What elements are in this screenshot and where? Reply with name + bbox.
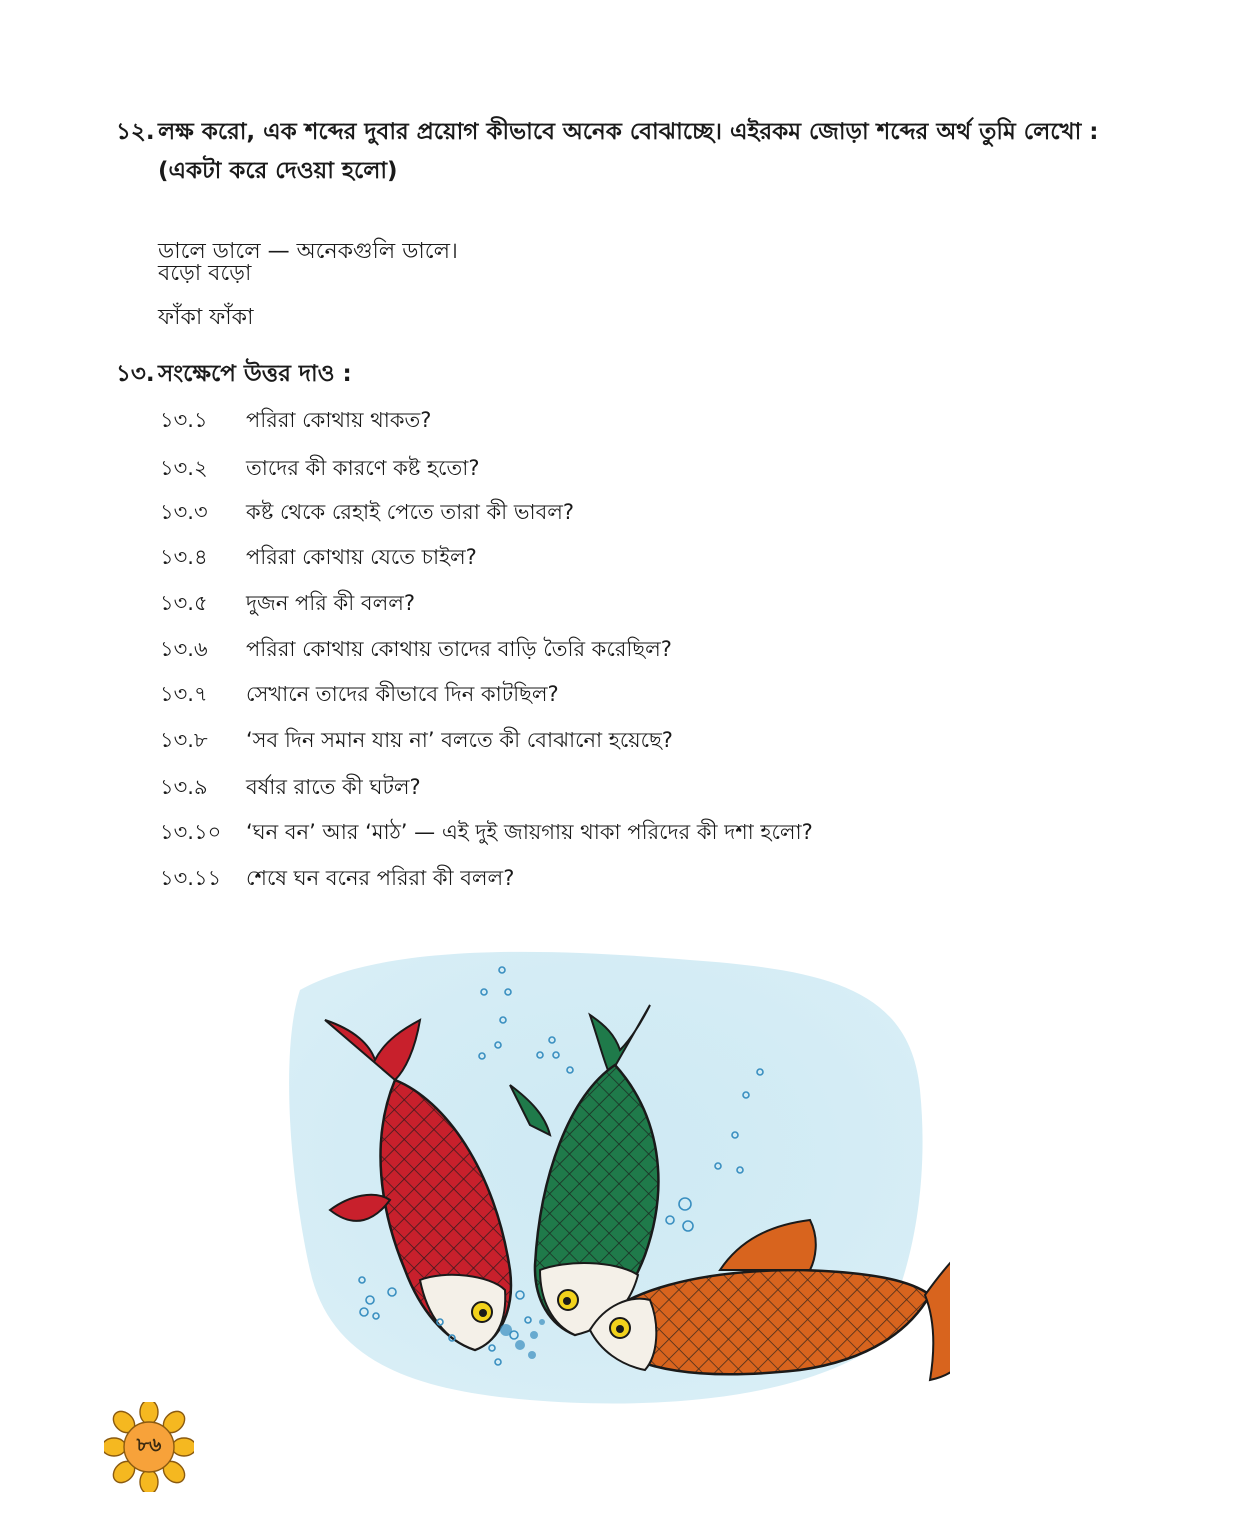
example-line-2: বড়ো বড়ো xyxy=(158,261,252,286)
subquestion-13-7: ১৩.৭ সেখানে তাদের কীভাবে দিন কাটছিল? xyxy=(160,682,559,706)
page-number: ৮৬ xyxy=(136,1434,162,1456)
subquestion-13-10: ১৩.১০ ‘ঘন বন’ আর ‘মাঠ’ — এই দুই জায়গায় থাকা পরিদের কী দশা হলো? xyxy=(160,820,813,844)
example-line-3: ফাঁকা ফাঁকা xyxy=(158,305,254,330)
subquestion-13-6: ১৩.৬ পরিরা কোথায় কোথায় তাদের বাড়ি তৈরি করেছিল? xyxy=(160,637,672,661)
question-12-text: লক্ষ করো, এক শব্দের দুবার প্রয়োগ কীভাবে অনেক বোঝাচ্ছে। এইরকম জোড়া শব্দের অর্থ তুমি লেখো : xyxy=(158,119,1099,145)
subquestion-13-5: ১৩.৫ দুজন পরি কী বলল? xyxy=(160,591,416,615)
question-13-heading xyxy=(116,356,352,392)
question-12-note: (একটা করে দেওয়া হলো) xyxy=(158,158,398,184)
question-12-heading xyxy=(116,114,1098,150)
subquestion-13-11: ১৩.১১ শেষে ঘন বনের পরিরা কী বলল? xyxy=(160,866,515,890)
question-13-number: ১৩. xyxy=(116,361,155,387)
subquestion-13-2: ১৩.২ তাদের কী কারণে কষ্ট হতো? xyxy=(160,456,480,480)
question-13-text: সংক্ষেপে উত্তর দাও : xyxy=(158,361,352,387)
subquestion-13-1: ১৩.১ পরিরা কোথায় থাকত? xyxy=(160,408,432,432)
subquestion-13-3: ১৩.৩ কষ্ট থেকে রেহাই পেতে তারা কী ভাবল? xyxy=(160,500,575,524)
example-line-1: ডালে ডালে — অনেকগুলি ডালে। xyxy=(158,239,458,264)
subquestion-13-8: ১৩.৮ ‘সব দিন সমান যায় না’ বলতে কী বোঝানো হয়েছে? xyxy=(160,728,673,752)
question-12-number: ১২. xyxy=(116,119,155,145)
three-fish-illustration xyxy=(270,930,950,1430)
subquestion-13-9: ১৩.৯ বর্ষার রাতে কী ঘটল? xyxy=(160,775,421,799)
subquestion-13-4: ১৩.৪ পরিরা কোথায় যেতে চাইল? xyxy=(160,545,477,569)
